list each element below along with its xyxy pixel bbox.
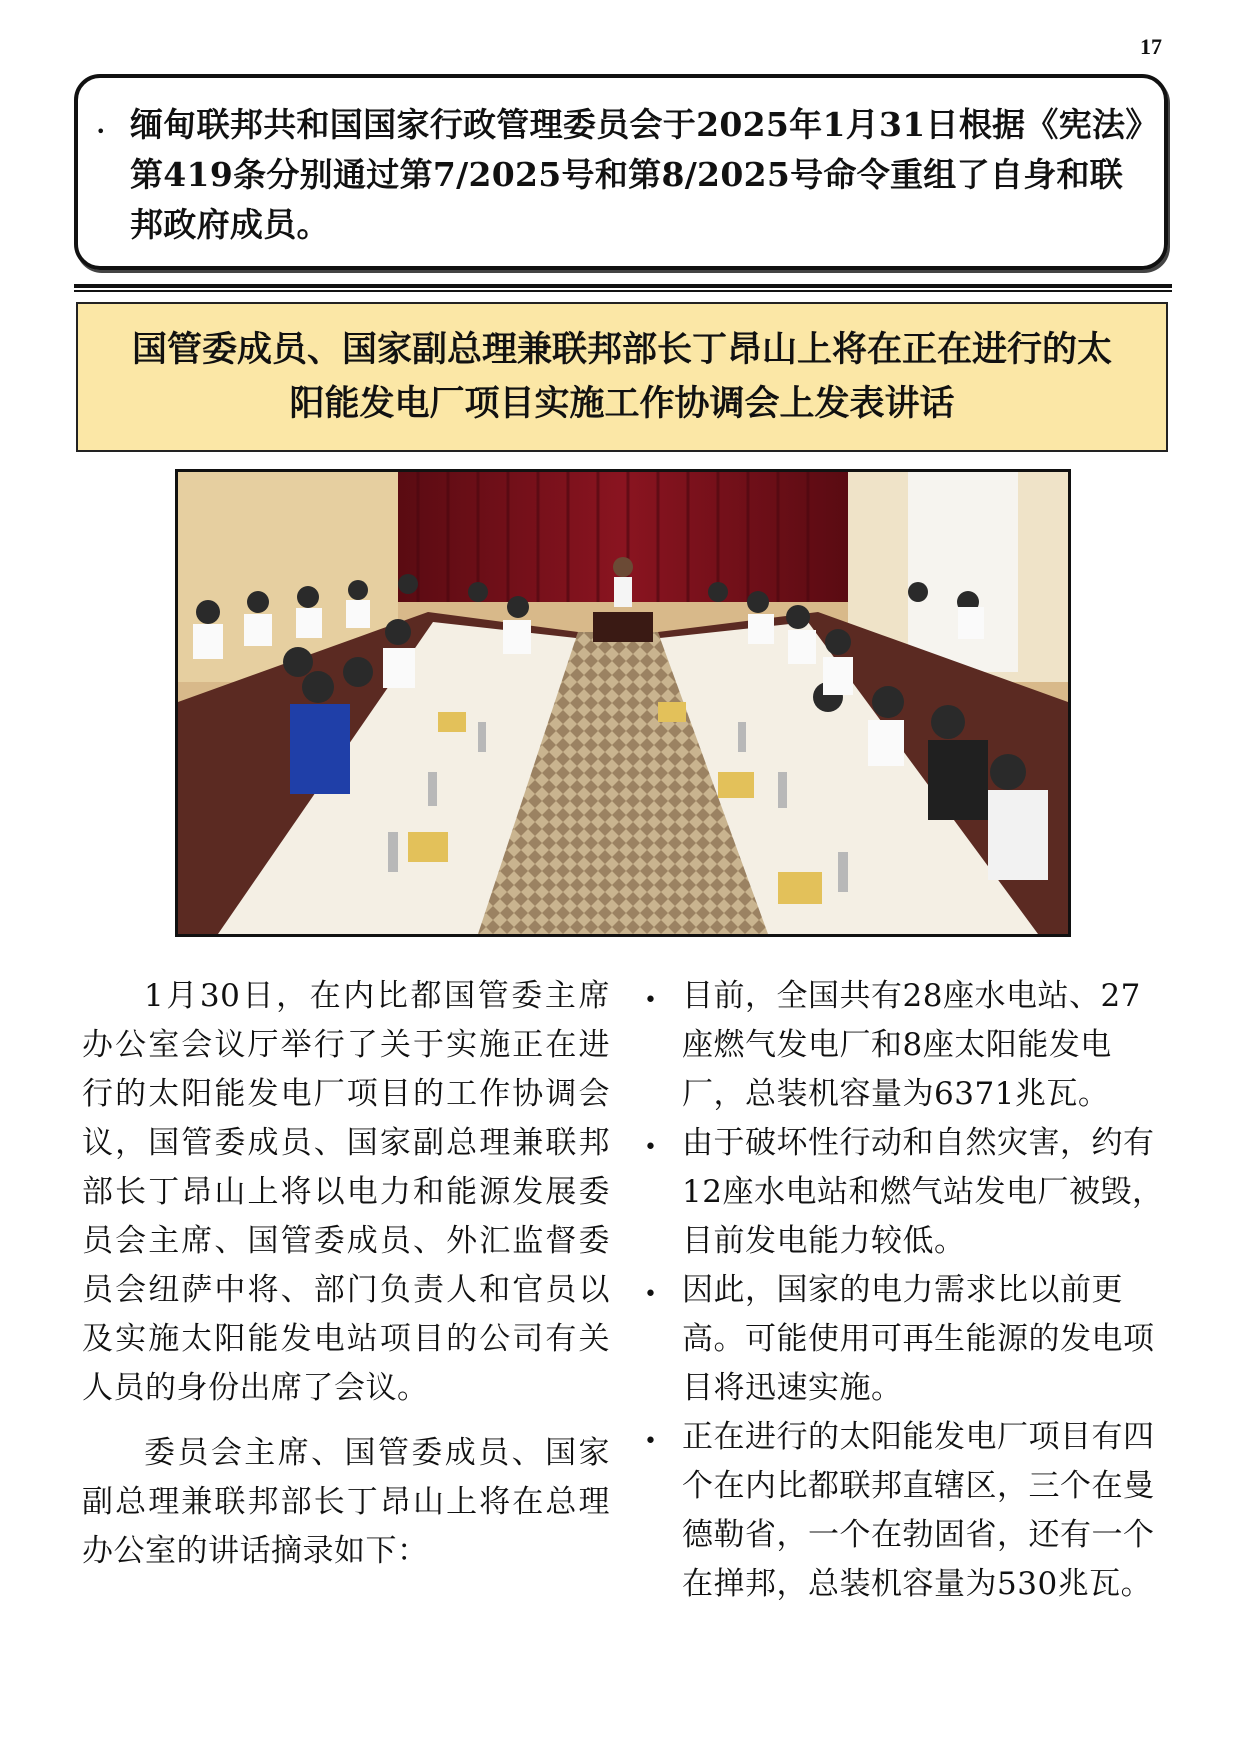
list-item-text: 由于破坏性行动和自然灾害，约有12座水电站和燃气站发电厂被毁，目前发电能力较低。 — [682, 1125, 1164, 1259]
list-item-text: 正在进行的太阳能发电厂项目有四个在内比都联邦直辖区，三个在曼德勒省，一个在勃固省，还有一个在掸邦，总装机容量为530兆瓦。 — [682, 1419, 1155, 1602]
right-column — [640, 972, 1166, 1609]
bullet-icon: • — [644, 988, 658, 1013]
list-item — [640, 1266, 1166, 1413]
list-item — [640, 1119, 1166, 1266]
bullet-icon: • — [644, 1135, 658, 1160]
paragraph: 1月30日，在内比都国管委主席办公室会议厅举行了关于实施正在进行的太阳能发电厂项目的工作协调会议，国管委成员、国家副总理兼联邦部长丁昂山上将以电力和能源发展委员会主席、国管委成员、外汇监督委员会纽萨中将、部门负责人和官员以及实施太阳能发电站项目的公司有关人员的身份出席了会议。 — [82, 978, 610, 1406]
list-item — [640, 1413, 1166, 1609]
headline-line-1: 国管委成员、国家副总理兼联邦部长丁昂山上将在正在进行的太 — [131, 330, 1112, 370]
list-item — [640, 972, 1166, 1119]
bullet-icon: • — [644, 1282, 658, 1307]
bullet-icon: • — [96, 122, 106, 141]
bullet-icon: • — [644, 1429, 658, 1454]
announcement-text: 缅甸联邦共和国国家行政管理委员会于2025年1月31日根据《宪法》第419条分别通过第7/2025号和第8/2025号命令重组了自身和联邦政府成员。 — [130, 105, 1143, 244]
meeting-photo-illustration — [178, 472, 1068, 934]
list-item-text: 因此，国家的电力需求比以前更高。可能使用可再生能源的发电项目将迅速实施。 — [682, 1272, 1155, 1406]
list-item-text: 目前，全国共有28座水电站、27座燃气发电厂和8座太阳能发电厂，总装机容量为6371兆瓦。 — [682, 978, 1141, 1112]
bullet-list — [640, 972, 1166, 1609]
article-headline — [76, 302, 1168, 452]
left-column — [82, 972, 610, 1592]
meeting-photo — [175, 469, 1071, 937]
headline-text — [112, 323, 1132, 431]
page-number: 17 — [1140, 34, 1162, 59]
divider-line — [74, 284, 1172, 288]
headline-line-2: 阳能发电厂项目实施工作协调会上发表讲话 — [289, 384, 955, 424]
announcement-box — [74, 74, 1168, 270]
paragraph: 委员会主席、国管委成员、国家副总理兼联邦部长丁昂山上将在总理办公室的讲话摘录如下： — [82, 1435, 610, 1569]
divider-line-thin — [74, 290, 1172, 292]
